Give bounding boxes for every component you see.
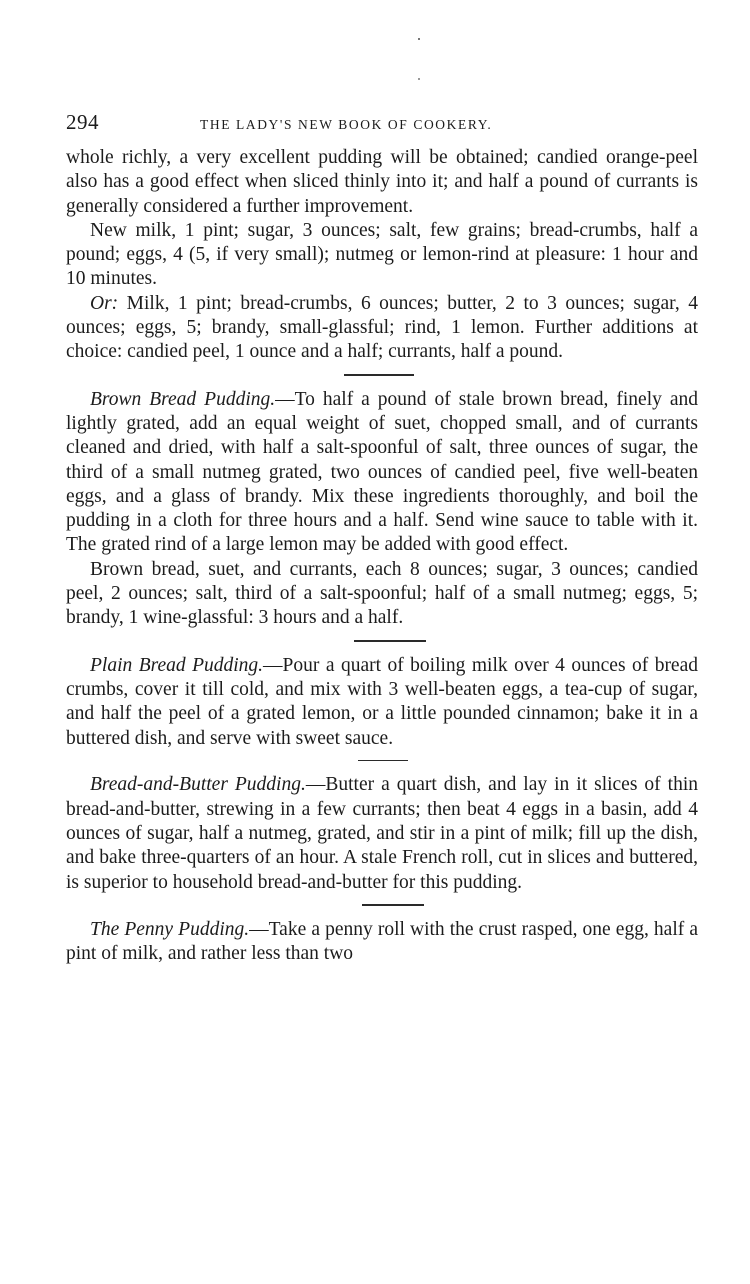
ingredient-summary: Brown bread, suet, and currants, each 8 ounces; sugar, 3 ounces; candied peel, 2 ounces; salt, third of a salt-spoonful; half of a small nutmeg; eggs, 5; brandy, 1 wine-glassful: 3 hours and a half. (66, 558, 698, 629)
section-divider (344, 374, 414, 376)
recipe-paragraph (66, 773, 698, 894)
recipe-paragraph (66, 918, 698, 967)
section-divider (362, 904, 424, 906)
ingredient-summary: New milk, 1 pint; sugar, 3 ounces; salt, few grains; bread-crumbs, half a pound; eggs, 4 (5, if very small); nutmeg or lemon-rind at pleasure: 1 hour and 10 minutes. (66, 219, 698, 290)
continued-recipe (66, 146, 698, 365)
variation-text: Milk, 1 pint; bread-crumbs, 6 ounces; butter, 2 to 3 ounces; sugar, 4 ounces; eggs, 5; brandy, small-glassful; rind, 1 lemon. Further additions at choice: candied peel, 1 ounce and a half; currants, half a pound. (66, 292, 698, 363)
section-divider (354, 640, 426, 642)
variation-label: Or: (90, 292, 119, 314)
recipe-title: Plain Bread Pudding. (90, 654, 264, 676)
recipe-bread-and-butter-pudding (66, 773, 698, 894)
recipe-text: —Butter a quart dish, and lay in it slices of thin bread-and-butter, strewing in a few currants; then beat 4 eggs in a basin, add 4 ounces of sugar, half a nutmeg, grated, and stir in a pint of milk; fill up the dish, and bake three-quarters of an hour. A stale French roll, cut in slices and buttered, is superior to household bread-and-butter for this pudding. (66, 774, 698, 893)
section-divider (358, 760, 408, 762)
recipe-text: —Take a penny roll with the crust rasped, one egg, half a pint of milk, and rather less than two (66, 918, 698, 965)
print-speck (418, 78, 420, 80)
paragraph: whole richly, a very excellent pudding will be obtained; candied orange-peel also has a good effect when sliced thinly into it; and half a pound of currants is generally considered a further improvement. (66, 147, 698, 217)
variation-paragraph (66, 292, 698, 365)
recipe-title: Bread-and-Butter Pudding. (90, 774, 306, 796)
page-number: 294 (66, 110, 99, 134)
recipe-title: The Penny Pudding. (90, 918, 250, 940)
recipe-title: Brown Bread Pudding. (90, 388, 276, 410)
recipe-paragraph (66, 654, 698, 751)
recipe-text: —To half a pound of stale brown bread, finely and lightly grated, add an equal weight of suet, chopped small, and of currants cleaned and dried, with half a salt-spoonful of salt, three ounces of sugar, the third of a small nutmeg grated, two ounces of candied peel, five well-beaten eggs, and a glass of brandy. Mix these ingredients thoroughly, and boil the pudding in a cloth for three hours and a half. Send wine sauce to table with it. The grated rind of a large lemon may be added with good effect. (66, 388, 698, 556)
recipe-text: —Pour a quart of boiling milk over 4 ounces of bread crumbs, cover it till cold, and mix with 3 well-beaten eggs, a tea-cup of sugar, and half the peel of a grated lemon, or a little pounded cinnamon; bake it in a buttered dish, and serve with sweet sauce. (66, 654, 698, 749)
recipe-paragraph (66, 388, 698, 558)
recipe-brown-bread-pudding (66, 388, 698, 631)
running-title: THE LADY'S NEW BOOK OF COOKERY. (200, 117, 493, 132)
book-page (66, 110, 698, 966)
print-speck (418, 38, 420, 40)
recipe-plain-bread-pudding (66, 654, 698, 751)
running-head (66, 110, 698, 140)
recipe-penny-pudding (66, 918, 698, 967)
